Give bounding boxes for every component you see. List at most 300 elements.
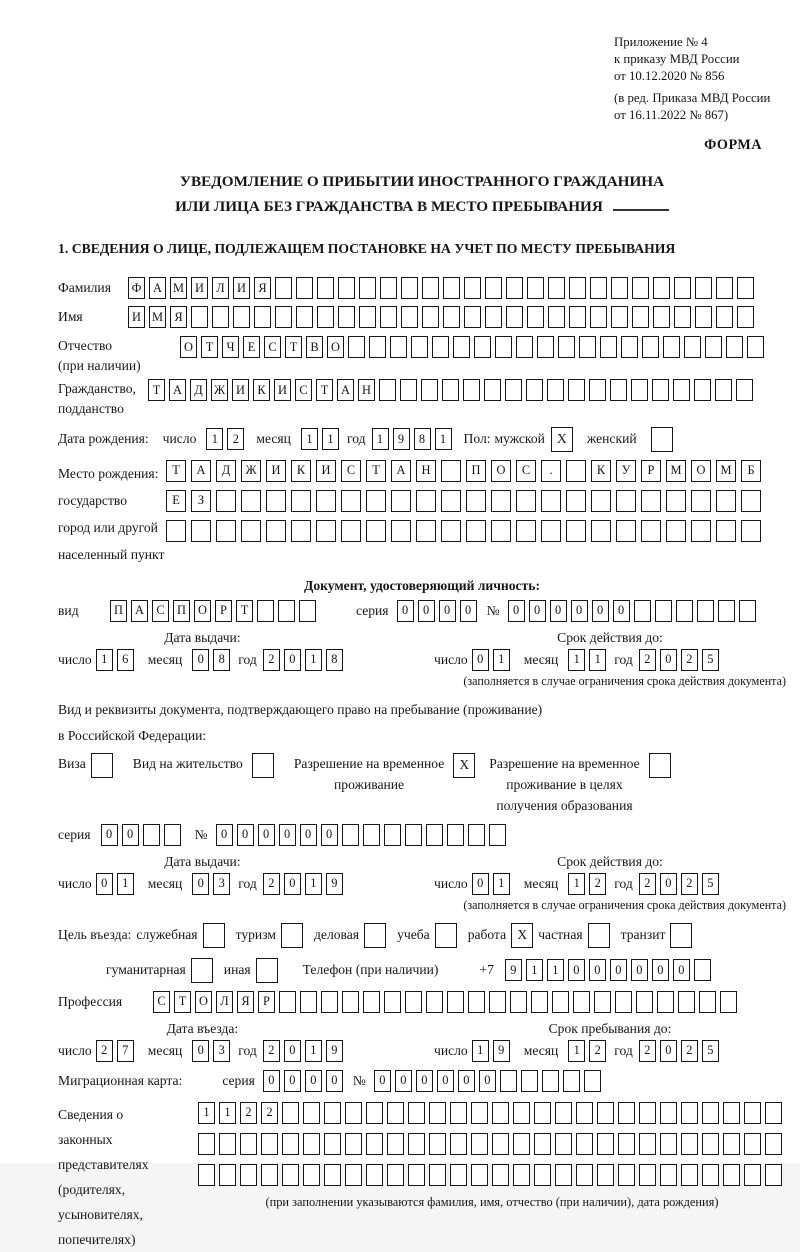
- char-cell[interactable]: [666, 490, 686, 512]
- char-cell[interactable]: И: [232, 379, 249, 401]
- char-cell[interactable]: 0: [416, 1070, 433, 1092]
- char-cell[interactable]: Я: [237, 991, 254, 1013]
- char-cell[interactable]: Ф: [128, 277, 145, 299]
- char-cell[interactable]: 9: [505, 959, 522, 981]
- char-cell[interactable]: 1: [589, 649, 606, 671]
- char-cell[interactable]: [744, 1133, 761, 1155]
- char-cell[interactable]: 0: [284, 1040, 301, 1062]
- char-cell[interactable]: 0: [508, 600, 525, 622]
- char-cell[interactable]: 0: [300, 824, 317, 846]
- char-cell[interactable]: 9: [493, 1040, 510, 1062]
- char-cell[interactable]: [143, 824, 160, 846]
- char-cell[interactable]: [579, 336, 596, 358]
- char-cell[interactable]: [715, 379, 732, 401]
- char-cell[interactable]: 1: [472, 1040, 489, 1062]
- char-cell[interactable]: 2: [263, 873, 280, 895]
- char-cell[interactable]: [474, 336, 491, 358]
- char-cell[interactable]: [705, 336, 722, 358]
- char-cell[interactable]: [548, 277, 565, 299]
- char-cell[interactable]: 0: [479, 1070, 496, 1092]
- char-cell[interactable]: [702, 1133, 719, 1155]
- char-cell[interactable]: [531, 991, 548, 1013]
- char-cell[interactable]: [254, 306, 271, 328]
- char-cell[interactable]: [426, 824, 443, 846]
- char-cell[interactable]: [241, 520, 261, 542]
- char-cell[interactable]: [681, 1102, 698, 1124]
- char-cell[interactable]: 0: [237, 824, 254, 846]
- char-cell[interactable]: [674, 306, 691, 328]
- char-cell[interactable]: [584, 1070, 601, 1092]
- char-cell[interactable]: [510, 991, 527, 1013]
- char-cell[interactable]: [521, 1070, 538, 1092]
- char-cell[interactable]: [660, 1102, 677, 1124]
- char-cell[interactable]: 0: [631, 959, 648, 981]
- char-cell[interactable]: 9: [326, 1040, 343, 1062]
- char-cell[interactable]: Т: [236, 600, 253, 622]
- char-cell[interactable]: [266, 490, 286, 512]
- char-cell[interactable]: Т: [166, 460, 186, 482]
- char-cell[interactable]: 1: [435, 428, 452, 450]
- char-cell[interactable]: [684, 336, 701, 358]
- char-cell[interactable]: И: [316, 460, 336, 482]
- char-cell[interactable]: [303, 1164, 320, 1186]
- char-cell[interactable]: [468, 824, 485, 846]
- char-cell[interactable]: [555, 1133, 572, 1155]
- char-cell[interactable]: [489, 824, 506, 846]
- char-cell[interactable]: [492, 1133, 509, 1155]
- char-cell[interactable]: [636, 991, 653, 1013]
- char-cell[interactable]: [618, 1164, 635, 1186]
- char-cell[interactable]: [303, 1133, 320, 1155]
- char-cell[interactable]: [506, 306, 523, 328]
- char-cell[interactable]: [257, 600, 274, 622]
- char-cell[interactable]: [416, 490, 436, 512]
- female-checkbox[interactable]: [651, 427, 673, 452]
- char-cell[interactable]: [537, 336, 554, 358]
- char-cell[interactable]: [765, 1133, 782, 1155]
- char-cell[interactable]: 0: [652, 959, 669, 981]
- char-cell[interactable]: [634, 600, 651, 622]
- char-cell[interactable]: [741, 520, 761, 542]
- char-cell[interactable]: [316, 490, 336, 512]
- char-cell[interactable]: [366, 1102, 383, 1124]
- char-cell[interactable]: 1: [568, 1040, 585, 1062]
- char-cell[interactable]: [516, 490, 536, 512]
- char-cell[interactable]: [463, 379, 480, 401]
- char-cell[interactable]: С: [152, 600, 169, 622]
- char-cell[interactable]: [233, 306, 250, 328]
- char-cell[interactable]: [338, 306, 355, 328]
- char-cell[interactable]: 5: [702, 1040, 719, 1062]
- char-cell[interactable]: [429, 1164, 446, 1186]
- char-cell[interactable]: [506, 277, 523, 299]
- char-cell[interactable]: [744, 1164, 761, 1186]
- char-cell[interactable]: [282, 1102, 299, 1124]
- char-cell[interactable]: 0: [472, 649, 489, 671]
- char-cell[interactable]: Т: [148, 379, 165, 401]
- char-cell[interactable]: С: [264, 336, 281, 358]
- char-cell[interactable]: [299, 600, 316, 622]
- char-cell[interactable]: 2: [227, 428, 244, 450]
- char-cell[interactable]: 0: [613, 600, 630, 622]
- char-cell[interactable]: С: [341, 460, 361, 482]
- char-cell[interactable]: [541, 520, 561, 542]
- char-cell[interactable]: [691, 520, 711, 542]
- char-cell[interactable]: [321, 991, 338, 1013]
- char-cell[interactable]: [716, 277, 733, 299]
- char-cell[interactable]: [541, 490, 561, 512]
- char-cell[interactable]: [616, 490, 636, 512]
- char-cell[interactable]: [652, 379, 669, 401]
- char-cell[interactable]: [464, 306, 481, 328]
- purpose-business-checkbox[interactable]: [364, 923, 386, 948]
- char-cell[interactable]: [421, 379, 438, 401]
- char-cell[interactable]: [345, 1133, 362, 1155]
- char-cell[interactable]: [594, 991, 611, 1013]
- char-cell[interactable]: [741, 490, 761, 512]
- char-cell[interactable]: 3: [213, 873, 230, 895]
- char-cell[interactable]: [576, 1164, 593, 1186]
- char-cell[interactable]: [660, 1164, 677, 1186]
- char-cell[interactable]: Ч: [222, 336, 239, 358]
- char-cell[interactable]: [348, 336, 365, 358]
- char-cell[interactable]: [611, 277, 628, 299]
- char-cell[interactable]: 0: [101, 824, 118, 846]
- char-cell[interactable]: [429, 1102, 446, 1124]
- char-cell[interactable]: [466, 490, 486, 512]
- char-cell[interactable]: [408, 1164, 425, 1186]
- char-cell[interactable]: [468, 991, 485, 1013]
- char-cell[interactable]: 0: [326, 1070, 343, 1092]
- char-cell[interactable]: Б: [741, 460, 761, 482]
- char-cell[interactable]: [342, 824, 359, 846]
- char-cell[interactable]: [316, 520, 336, 542]
- char-cell[interactable]: [618, 1102, 635, 1124]
- char-cell[interactable]: [765, 1164, 782, 1186]
- char-cell[interactable]: [442, 379, 459, 401]
- char-cell[interactable]: [526, 379, 543, 401]
- char-cell[interactable]: [568, 379, 585, 401]
- char-cell[interactable]: [492, 1102, 509, 1124]
- char-cell[interactable]: [341, 520, 361, 542]
- char-cell[interactable]: 2: [681, 649, 698, 671]
- temp-residence-education-checkbox[interactable]: [649, 753, 671, 778]
- char-cell[interactable]: [555, 1164, 572, 1186]
- char-cell[interactable]: [379, 379, 396, 401]
- char-cell[interactable]: 0: [395, 1070, 412, 1092]
- char-cell[interactable]: [324, 1164, 341, 1186]
- char-cell[interactable]: [513, 1164, 530, 1186]
- char-cell[interactable]: [296, 306, 313, 328]
- char-cell[interactable]: [516, 336, 533, 358]
- male-checkbox[interactable]: X: [551, 427, 573, 452]
- char-cell[interactable]: [737, 306, 754, 328]
- char-cell[interactable]: [369, 336, 386, 358]
- char-cell[interactable]: [660, 1133, 677, 1155]
- char-cell[interactable]: [616, 520, 636, 542]
- char-cell[interactable]: [566, 520, 586, 542]
- char-cell[interactable]: 0: [660, 649, 677, 671]
- char-cell[interactable]: [655, 600, 672, 622]
- char-cell[interactable]: [405, 824, 422, 846]
- char-cell[interactable]: [573, 991, 590, 1013]
- char-cell[interactable]: 0: [660, 1040, 677, 1062]
- char-cell[interactable]: [666, 520, 686, 542]
- char-cell[interactable]: [380, 306, 397, 328]
- char-cell[interactable]: 1: [568, 649, 585, 671]
- char-cell[interactable]: Ж: [211, 379, 228, 401]
- char-cell[interactable]: 2: [263, 1040, 280, 1062]
- char-cell[interactable]: О: [327, 336, 344, 358]
- char-cell[interactable]: [345, 1164, 362, 1186]
- char-cell[interactable]: 0: [589, 959, 606, 981]
- char-cell[interactable]: [589, 379, 606, 401]
- char-cell[interactable]: [558, 336, 575, 358]
- char-cell[interactable]: [676, 600, 693, 622]
- char-cell[interactable]: [359, 277, 376, 299]
- char-cell[interactable]: 0: [568, 959, 585, 981]
- char-cell[interactable]: 2: [96, 1040, 113, 1062]
- char-cell[interactable]: [641, 520, 661, 542]
- char-cell[interactable]: [552, 991, 569, 1013]
- char-cell[interactable]: 2: [681, 1040, 698, 1062]
- char-cell[interactable]: [566, 460, 586, 482]
- char-cell[interactable]: [291, 490, 311, 512]
- char-cell[interactable]: Л: [216, 991, 233, 1013]
- char-cell[interactable]: 9: [326, 873, 343, 895]
- char-cell[interactable]: [216, 520, 236, 542]
- char-cell[interactable]: [324, 1102, 341, 1124]
- char-cell[interactable]: .: [541, 460, 561, 482]
- char-cell[interactable]: [198, 1133, 215, 1155]
- char-cell[interactable]: [453, 336, 470, 358]
- char-cell[interactable]: П: [466, 460, 486, 482]
- char-cell[interactable]: [691, 490, 711, 512]
- char-cell[interactable]: [471, 1164, 488, 1186]
- char-cell[interactable]: А: [149, 277, 166, 299]
- char-cell[interactable]: 1: [301, 428, 318, 450]
- char-cell[interactable]: [291, 520, 311, 542]
- char-cell[interactable]: [450, 1133, 467, 1155]
- char-cell[interactable]: [387, 1164, 404, 1186]
- char-cell[interactable]: Т: [174, 991, 191, 1013]
- char-cell[interactable]: Д: [216, 460, 236, 482]
- char-cell[interactable]: [422, 277, 439, 299]
- char-cell[interactable]: [391, 490, 411, 512]
- char-cell[interactable]: [432, 336, 449, 358]
- char-cell[interactable]: К: [591, 460, 611, 482]
- char-cell[interactable]: [723, 1164, 740, 1186]
- char-cell[interactable]: А: [191, 460, 211, 482]
- char-cell[interactable]: [441, 490, 461, 512]
- char-cell[interactable]: Т: [316, 379, 333, 401]
- residence-permit-checkbox[interactable]: [252, 753, 274, 778]
- char-cell[interactable]: [366, 1164, 383, 1186]
- char-cell[interactable]: [723, 1102, 740, 1124]
- char-cell[interactable]: Ж: [241, 460, 261, 482]
- char-cell[interactable]: [737, 277, 754, 299]
- char-cell[interactable]: 0: [192, 649, 209, 671]
- char-cell[interactable]: [384, 824, 401, 846]
- char-cell[interactable]: 0: [458, 1070, 475, 1092]
- char-cell[interactable]: [387, 1133, 404, 1155]
- char-cell[interactable]: [639, 1133, 656, 1155]
- char-cell[interactable]: [450, 1164, 467, 1186]
- char-cell[interactable]: Я: [170, 306, 187, 328]
- visa-checkbox[interactable]: [91, 753, 113, 778]
- char-cell[interactable]: [261, 1133, 278, 1155]
- char-cell[interactable]: [639, 1164, 656, 1186]
- char-cell[interactable]: [359, 306, 376, 328]
- char-cell[interactable]: [527, 277, 544, 299]
- char-cell[interactable]: [694, 379, 711, 401]
- char-cell[interactable]: [485, 277, 502, 299]
- char-cell[interactable]: [484, 379, 501, 401]
- char-cell[interactable]: С: [295, 379, 312, 401]
- char-cell[interactable]: [555, 1102, 572, 1124]
- char-cell[interactable]: [653, 306, 670, 328]
- char-cell[interactable]: С: [516, 460, 536, 482]
- char-cell[interactable]: К: [253, 379, 270, 401]
- purpose-transit-checkbox[interactable]: [670, 923, 692, 948]
- char-cell[interactable]: М: [666, 460, 686, 482]
- char-cell[interactable]: [723, 1133, 740, 1155]
- char-cell[interactable]: 0: [216, 824, 233, 846]
- char-cell[interactable]: [718, 600, 735, 622]
- char-cell[interactable]: [547, 379, 564, 401]
- char-cell[interactable]: [610, 379, 627, 401]
- char-cell[interactable]: [278, 600, 295, 622]
- char-cell[interactable]: 0: [472, 873, 489, 895]
- char-cell[interactable]: [765, 1102, 782, 1124]
- char-cell[interactable]: [416, 520, 436, 542]
- char-cell[interactable]: [673, 379, 690, 401]
- char-cell[interactable]: 1: [493, 649, 510, 671]
- char-cell[interactable]: [702, 1102, 719, 1124]
- char-cell[interactable]: [363, 824, 380, 846]
- char-cell[interactable]: 0: [96, 873, 113, 895]
- char-cell[interactable]: 1: [198, 1102, 215, 1124]
- purpose-study-checkbox[interactable]: [435, 923, 457, 948]
- char-cell[interactable]: [516, 520, 536, 542]
- char-cell[interactable]: [219, 1133, 236, 1155]
- char-cell[interactable]: И: [233, 277, 250, 299]
- char-cell[interactable]: [166, 520, 186, 542]
- char-cell[interactable]: 0: [592, 600, 609, 622]
- char-cell[interactable]: [317, 277, 334, 299]
- char-cell[interactable]: [674, 277, 691, 299]
- char-cell[interactable]: О: [691, 460, 711, 482]
- char-cell[interactable]: [695, 306, 712, 328]
- char-cell[interactable]: 5: [702, 649, 719, 671]
- char-cell[interactable]: [534, 1102, 551, 1124]
- char-cell[interactable]: 0: [571, 600, 588, 622]
- char-cell[interactable]: [716, 520, 736, 542]
- char-cell[interactable]: 0: [660, 873, 677, 895]
- char-cell[interactable]: [341, 490, 361, 512]
- char-cell[interactable]: О: [491, 460, 511, 482]
- char-cell[interactable]: [611, 306, 628, 328]
- char-cell[interactable]: Р: [258, 991, 275, 1013]
- char-cell[interactable]: 1: [547, 959, 564, 981]
- char-cell[interactable]: [426, 991, 443, 1013]
- char-cell[interactable]: 1: [568, 873, 585, 895]
- char-cell[interactable]: [411, 336, 428, 358]
- char-cell[interactable]: [443, 306, 460, 328]
- char-cell[interactable]: 2: [263, 649, 280, 671]
- char-cell[interactable]: [450, 1102, 467, 1124]
- char-cell[interactable]: [191, 520, 211, 542]
- char-cell[interactable]: [632, 306, 649, 328]
- char-cell[interactable]: [576, 1133, 593, 1155]
- char-cell[interactable]: [641, 490, 661, 512]
- char-cell[interactable]: Р: [215, 600, 232, 622]
- char-cell[interactable]: 5: [702, 873, 719, 895]
- char-cell[interactable]: 0: [439, 600, 456, 622]
- char-cell[interactable]: 0: [284, 1070, 301, 1092]
- char-cell[interactable]: Я: [254, 277, 271, 299]
- char-cell[interactable]: 0: [192, 1040, 209, 1062]
- char-cell[interactable]: [739, 600, 756, 622]
- char-cell[interactable]: [563, 1070, 580, 1092]
- char-cell[interactable]: 2: [240, 1102, 257, 1124]
- char-cell[interactable]: [642, 336, 659, 358]
- char-cell[interactable]: 1: [322, 428, 339, 450]
- char-cell[interactable]: 8: [213, 649, 230, 671]
- char-cell[interactable]: О: [195, 991, 212, 1013]
- char-cell[interactable]: М: [716, 460, 736, 482]
- char-cell[interactable]: [401, 306, 418, 328]
- char-cell[interactable]: [542, 1070, 559, 1092]
- char-cell[interactable]: [590, 306, 607, 328]
- char-cell[interactable]: [653, 277, 670, 299]
- purpose-private-checkbox[interactable]: [588, 923, 610, 948]
- char-cell[interactable]: [694, 959, 711, 981]
- char-cell[interactable]: 0: [321, 824, 338, 846]
- char-cell[interactable]: [401, 277, 418, 299]
- char-cell[interactable]: Д: [190, 379, 207, 401]
- char-cell[interactable]: И: [266, 460, 286, 482]
- char-cell[interactable]: А: [131, 600, 148, 622]
- char-cell[interactable]: [597, 1102, 614, 1124]
- char-cell[interactable]: [447, 824, 464, 846]
- char-cell[interactable]: [279, 991, 296, 1013]
- char-cell[interactable]: А: [391, 460, 411, 482]
- char-cell[interactable]: [164, 824, 181, 846]
- char-cell[interactable]: [534, 1164, 551, 1186]
- char-cell[interactable]: 2: [589, 1040, 606, 1062]
- char-cell[interactable]: [216, 490, 236, 512]
- char-cell[interactable]: [296, 277, 313, 299]
- char-cell[interactable]: 1: [305, 649, 322, 671]
- char-cell[interactable]: [338, 277, 355, 299]
- char-cell[interactable]: [657, 991, 674, 1013]
- char-cell[interactable]: [726, 336, 743, 358]
- purpose-official-checkbox[interactable]: [203, 923, 225, 948]
- char-cell[interactable]: [527, 306, 544, 328]
- char-cell[interactable]: 1: [372, 428, 389, 450]
- char-cell[interactable]: [597, 1164, 614, 1186]
- char-cell[interactable]: [324, 1133, 341, 1155]
- char-cell[interactable]: И: [191, 277, 208, 299]
- char-cell[interactable]: 2: [681, 873, 698, 895]
- char-cell[interactable]: [491, 490, 511, 512]
- char-cell[interactable]: [443, 277, 460, 299]
- char-cell[interactable]: [569, 277, 586, 299]
- char-cell[interactable]: [576, 1102, 593, 1124]
- char-cell[interactable]: [366, 490, 386, 512]
- char-cell[interactable]: И: [128, 306, 145, 328]
